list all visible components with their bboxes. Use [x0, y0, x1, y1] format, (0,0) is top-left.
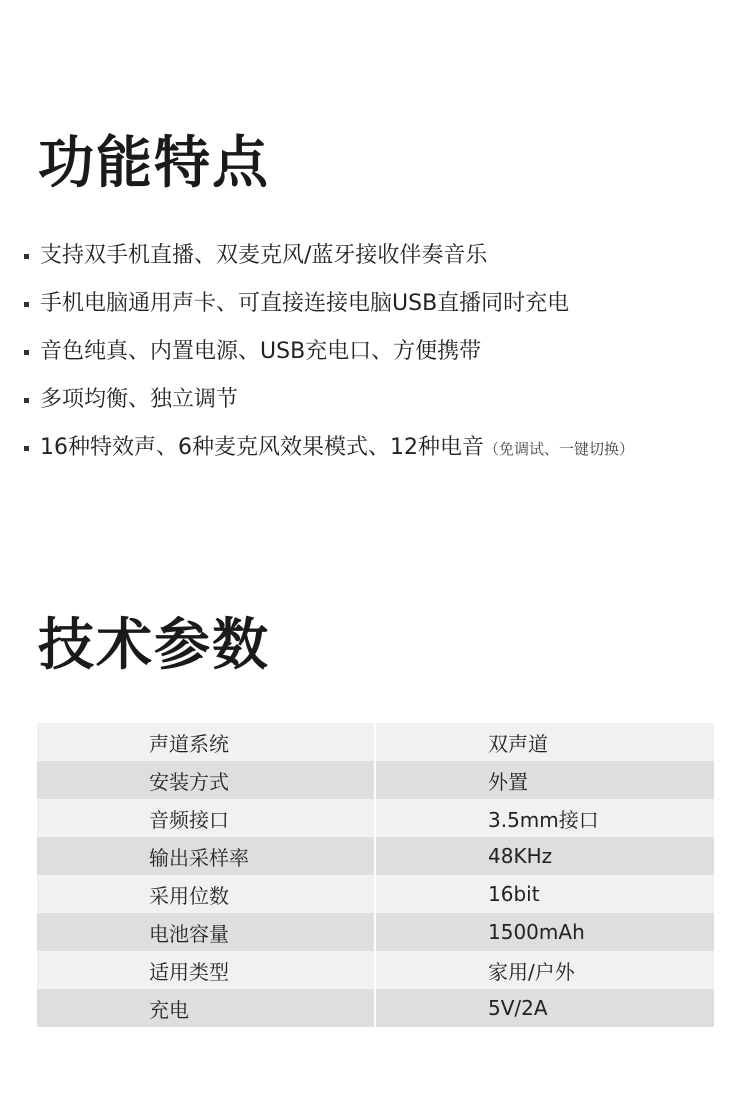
bullet-icon [24, 350, 29, 355]
feature-note: （免调试、一键切换） [484, 440, 635, 458]
bullet-icon [24, 398, 29, 403]
spec-table [37, 723, 714, 1027]
bullet-icon [24, 446, 29, 451]
features-heading: 功能特点 [38, 131, 270, 196]
bullet-icon [24, 302, 29, 307]
spec-label: 音频接口 [37, 799, 375, 837]
spec-label: 输出采样率 [37, 837, 375, 875]
feature-item [24, 332, 736, 380]
feature-text: 支持双手机直播、双麦克风/蓝牙接收伴奏音乐 [40, 243, 488, 268]
spec-value: 双声道 [375, 723, 714, 761]
table-row [37, 951, 714, 989]
spec-label: 电池容量 [37, 913, 375, 951]
spec-label: 安装方式 [37, 761, 375, 799]
bullet-icon [24, 254, 29, 259]
table-row [37, 799, 714, 837]
feature-text: 16种特效声、6种麦克风效果模式、12种电音 [40, 435, 484, 460]
spec-value: 外置 [375, 761, 714, 799]
table-row [37, 761, 714, 799]
feature-text: 多项均衡、独立调节 [40, 387, 239, 412]
spec-value: 家用/户外 [375, 951, 714, 989]
feature-item [24, 380, 736, 428]
spec-value: 3.5mm接口 [375, 799, 714, 837]
feature-text: 手机电脑通用声卡、可直接连接电脑USB直播同时充电 [40, 291, 570, 316]
table-row [37, 875, 714, 913]
spec-label: 声道系统 [37, 723, 375, 761]
spec-value: 48KHz [375, 837, 714, 875]
feature-item [24, 284, 736, 332]
feature-item [24, 428, 736, 476]
spec-value: 16bit [375, 875, 714, 913]
feature-text: 音色纯真、内置电源、USB充电口、方便携带 [40, 339, 482, 364]
spec-label: 适用类型 [37, 951, 375, 989]
table-row [37, 913, 714, 951]
spec-value: 5V/2A [375, 989, 714, 1027]
specs-heading: 技术参数 [38, 613, 270, 678]
feature-item [24, 236, 736, 284]
table-row [37, 989, 714, 1027]
spec-label: 采用位数 [37, 875, 375, 913]
spec-label: 充电 [37, 989, 375, 1027]
table-row [37, 837, 714, 875]
feature-list [24, 236, 736, 476]
table-row [37, 723, 714, 761]
spec-value: 1500mAh [375, 913, 714, 951]
